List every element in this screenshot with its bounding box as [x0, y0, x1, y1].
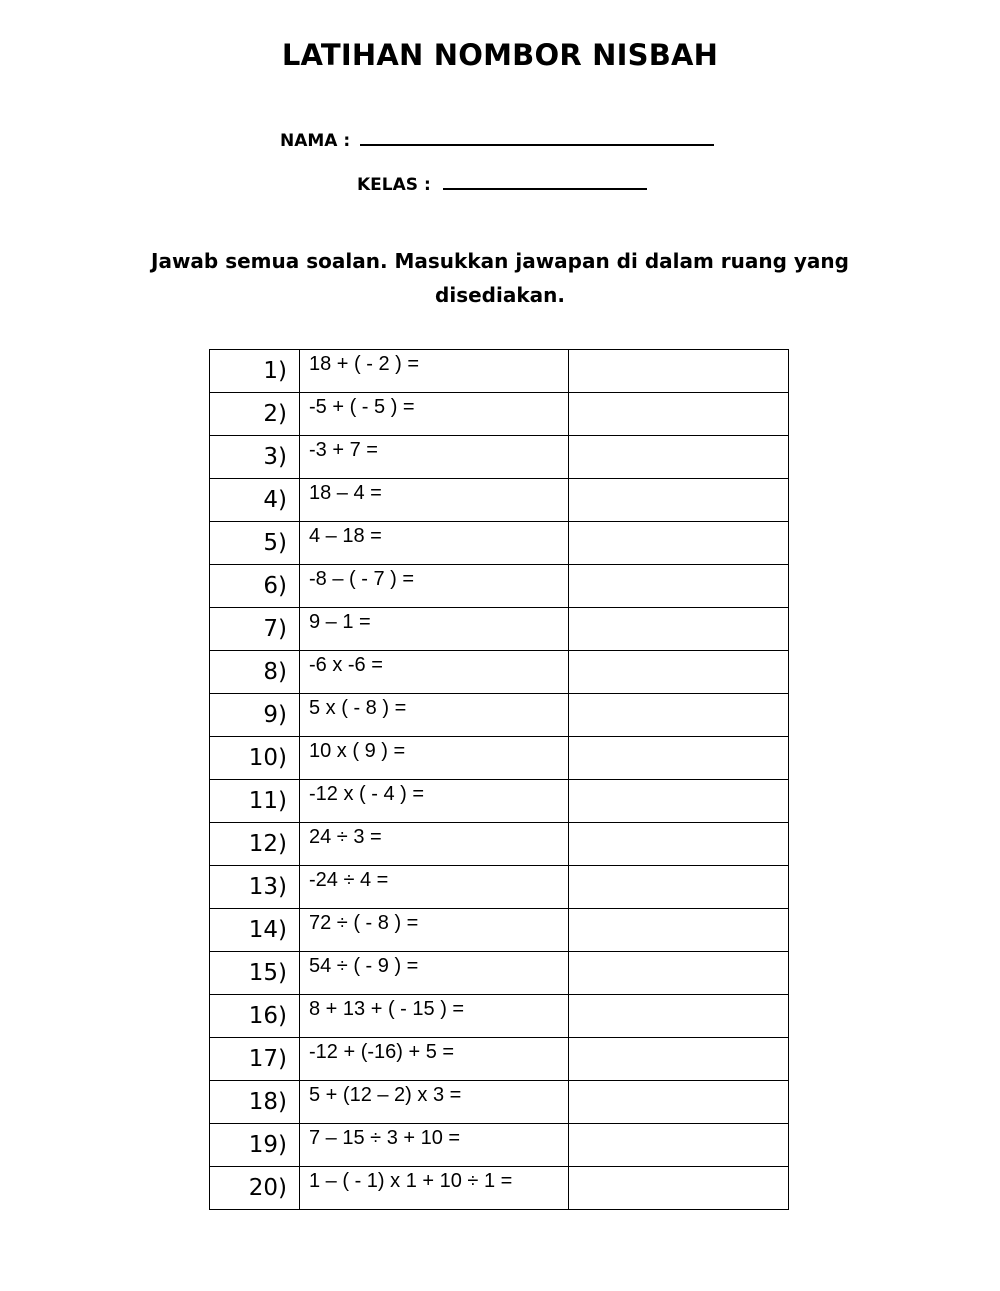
kelas-label: KELAS : — [357, 175, 431, 195]
answer-box[interactable] — [569, 823, 789, 866]
question-row — [210, 1167, 789, 1210]
question-expression: 1 – ( - 1) x 1 + 10 ÷ 1 = — [300, 1167, 569, 1210]
answer-box[interactable] — [569, 350, 789, 393]
question-expression: -12 x ( - 4 ) = — [300, 780, 569, 823]
question-expression: 72 ÷ ( - 8 ) = — [300, 909, 569, 952]
worksheet-title: LATIHAN NOMBOR NISBAH — [281, 38, 719, 72]
answer-box[interactable] — [569, 608, 789, 651]
question-row — [210, 780, 789, 823]
answer-box[interactable] — [569, 565, 789, 608]
nama-blank-line[interactable] — [360, 128, 714, 146]
nama-label: NAMA : — [280, 131, 351, 151]
question-number: 5) — [210, 522, 300, 565]
question-number: 14) — [210, 909, 300, 952]
answer-box[interactable] — [569, 866, 789, 909]
question-expression: 10 x ( 9 ) = — [300, 737, 569, 780]
instruction-line-1: Jawab semua soalan. Masukkan jawapan di dalam ruang yang — [151, 249, 849, 273]
question-number: 6) — [210, 565, 300, 608]
question-number: 15) — [210, 952, 300, 995]
nama-field — [280, 128, 714, 151]
answer-box[interactable] — [569, 952, 789, 995]
answer-box[interactable] — [569, 694, 789, 737]
question-row — [210, 952, 789, 995]
question-row — [210, 823, 789, 866]
question-expression: -24 ÷ 4 = — [300, 866, 569, 909]
question-row — [210, 436, 789, 479]
question-row — [210, 608, 789, 651]
instructions — [120, 244, 880, 312]
question-row — [210, 393, 789, 436]
answer-box[interactable] — [569, 651, 789, 694]
question-row — [210, 694, 789, 737]
question-number: 8) — [210, 651, 300, 694]
question-table — [209, 349, 789, 1210]
question-number: 17) — [210, 1038, 300, 1081]
question-expression: 24 ÷ 3 = — [300, 823, 569, 866]
answer-box[interactable] — [569, 393, 789, 436]
answer-box[interactable] — [569, 1124, 789, 1167]
question-expression: 8 + 13 + ( - 15 ) = — [300, 995, 569, 1038]
question-expression: 5 x ( - 8 ) = — [300, 694, 569, 737]
instruction-line-2: disediakan. — [435, 283, 565, 307]
question-expression: -5 + ( - 5 ) = — [300, 393, 569, 436]
question-expression: -8 – ( - 7 ) = — [300, 565, 569, 608]
question-number: 12) — [210, 823, 300, 866]
question-expression: -3 + 7 = — [300, 436, 569, 479]
question-number: 2) — [210, 393, 300, 436]
question-expression: 18 – 4 = — [300, 479, 569, 522]
question-row — [210, 995, 789, 1038]
question-number: 4) — [210, 479, 300, 522]
answer-box[interactable] — [569, 1038, 789, 1081]
question-expression: -12 + (-16) + 5 = — [300, 1038, 569, 1081]
answer-box[interactable] — [569, 436, 789, 479]
answer-box[interactable] — [569, 1167, 789, 1210]
question-row — [210, 909, 789, 952]
question-expression: 18 + ( - 2 ) = — [300, 350, 569, 393]
question-number: 7) — [210, 608, 300, 651]
kelas-blank-line[interactable] — [443, 172, 647, 190]
answer-box[interactable] — [569, 909, 789, 952]
question-expression: 54 ÷ ( - 9 ) = — [300, 952, 569, 995]
question-expression: 5 + (12 – 2) x 3 = — [300, 1081, 569, 1124]
answer-box[interactable] — [569, 737, 789, 780]
answer-box[interactable] — [569, 780, 789, 823]
question-row — [210, 522, 789, 565]
question-number: 10) — [210, 737, 300, 780]
answer-box[interactable] — [569, 479, 789, 522]
question-row — [210, 1124, 789, 1167]
question-row — [210, 1081, 789, 1124]
question-row — [210, 1038, 789, 1081]
question-number: 13) — [210, 866, 300, 909]
question-number: 16) — [210, 995, 300, 1038]
question-row — [210, 866, 789, 909]
kelas-field — [357, 172, 647, 195]
question-number: 9) — [210, 694, 300, 737]
question-expression: 4 – 18 = — [300, 522, 569, 565]
question-row — [210, 479, 789, 522]
question-row — [210, 565, 789, 608]
question-expression: 7 – 15 ÷ 3 + 10 = — [300, 1124, 569, 1167]
question-number: 1) — [210, 350, 300, 393]
answer-box[interactable] — [569, 1081, 789, 1124]
question-number: 18) — [210, 1081, 300, 1124]
answer-box[interactable] — [569, 995, 789, 1038]
question-number: 11) — [210, 780, 300, 823]
question-row — [210, 350, 789, 393]
question-row — [210, 737, 789, 780]
question-number: 20) — [210, 1167, 300, 1210]
question-row — [210, 651, 789, 694]
question-number: 19) — [210, 1124, 300, 1167]
question-number: 3) — [210, 436, 300, 479]
question-expression: -6 x -6 = — [300, 651, 569, 694]
question-expression: 9 – 1 = — [300, 608, 569, 651]
answer-box[interactable] — [569, 522, 789, 565]
